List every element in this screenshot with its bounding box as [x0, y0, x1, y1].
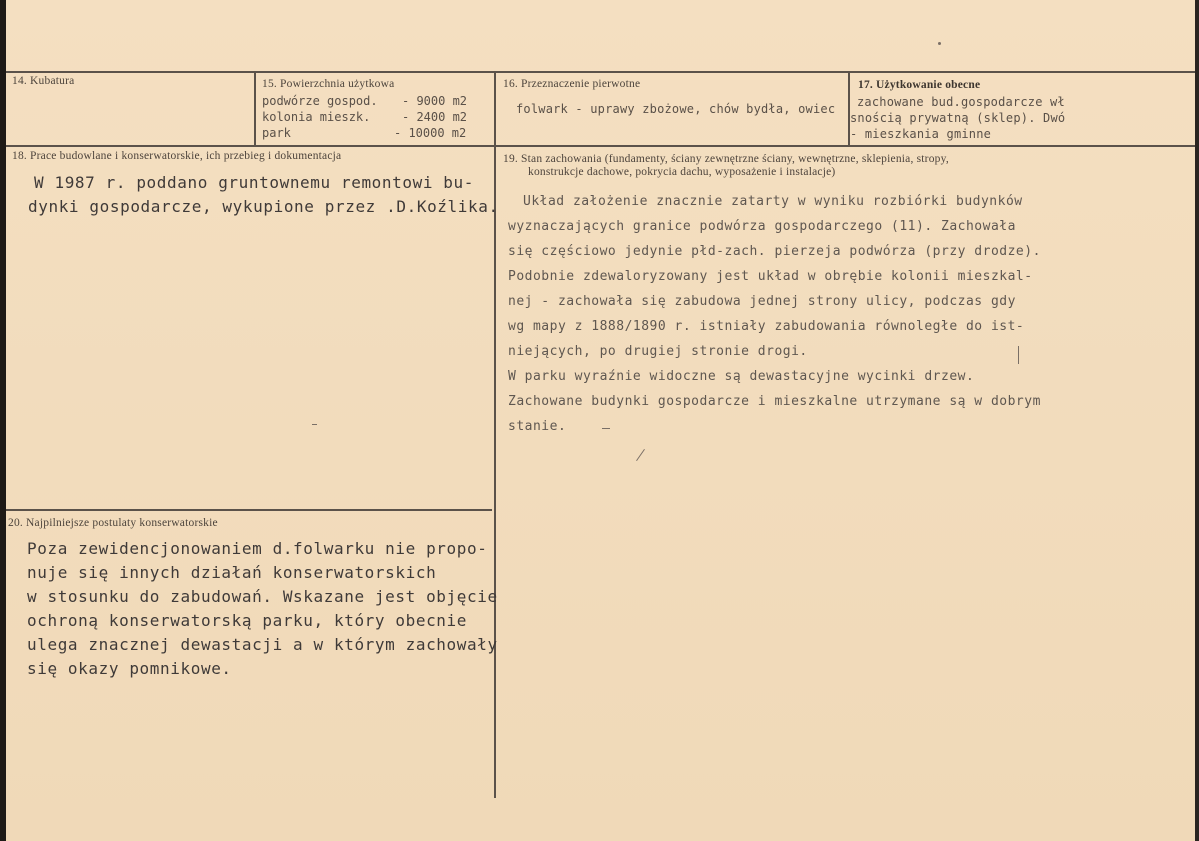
postulates-line: w stosunku do zabudowań. Wskazane jest objęcie [27, 587, 498, 606]
condition-line: Podobnie zdewaloryzowany jest układ w obrębie kolonii mieszkal- [508, 269, 1033, 284]
current-use-line: snością prywatną (sklep). Dwó [850, 111, 1066, 125]
original-purpose-label: 16. Przeznaczenie pierwotne [503, 78, 641, 90]
condition-line: Układ założenie znacznie zatarty w wyniku rozbiórki budynków [523, 194, 1023, 209]
mid-rule [6, 145, 1195, 147]
scan-edge-right [1195, 0, 1199, 841]
area-row-value: - 9000 m2 [402, 94, 468, 108]
condition-label [503, 153, 949, 179]
area-row-name: kolonia mieszk. [262, 110, 371, 124]
current-use-label: 17. Użytkowanie obecne [858, 79, 981, 91]
condition-line: W parku wyraźnie widoczne są dewastacyjne wycinki drzew. [508, 369, 975, 384]
area-row-name: podwórze gospod. [262, 94, 378, 108]
condition-line: wg mapy z 1888/1890 r. istniały zabudowania równoległe do ist- [508, 319, 1025, 334]
pencil-tick [1018, 346, 1019, 364]
original-purpose-text: folwark - uprawy zbożowe, chów bydła, owiec [516, 102, 836, 116]
postulates-line: Poza zewidencjonowaniem d.folwarku nie propo- [27, 539, 488, 558]
postulates-line: ochroną konserwatorską parku, który obecnie [27, 611, 468, 630]
area-row-name: park [262, 126, 291, 140]
condition-label-line: konstrukcje dachowe, pokrycia dachu, wyposażenie i instalacje) [528, 166, 836, 178]
condition-line: niejących, po drugiej stronie drogi. [508, 344, 808, 359]
area-label: 15. Powierzchnia użytkowa [262, 78, 395, 90]
pencil-tick [636, 449, 645, 461]
pencil-tick [602, 428, 610, 429]
postulates-line: nuje się innych działań konserwatorskich [27, 563, 437, 582]
postulates-label: 20. Najpilniejsze postulaty konserwatorskie [8, 517, 218, 529]
area-row-value: - 2400 m2 [402, 110, 468, 124]
kubatura-label: 14. Kubatura [12, 75, 75, 87]
works-label: 18. Prace budowlane i konserwatorskie, ich przebieg i dokumentacja [12, 150, 342, 162]
section-20-rule [6, 509, 492, 511]
top-rule [6, 71, 1195, 73]
postulates-line: ulega znacznej dewastacji a w którym zachowały [27, 635, 498, 654]
condition-text [508, 189, 1041, 439]
condition-line: się częściowo jedynie płd-zach. pierzeja podwórza (przy drodze). [508, 244, 1041, 259]
col-divider-1 [254, 71, 256, 146]
current-use-line: zachowane bud.gospodarcze wł [857, 95, 1065, 109]
scan-edge-left [0, 0, 6, 841]
pencil-tick [312, 424, 317, 425]
works-line: W 1987 r. poddano gruntownemu remontowi bu- [34, 173, 475, 192]
condition-line: wyznaczających granice podwórza gospodarczego (11). Zachowała [508, 219, 1016, 234]
paper-speck [938, 42, 941, 45]
postulates-line: się okazy pomnikowe. [27, 659, 232, 678]
postulates-text [27, 537, 498, 681]
condition-line: stanie. [508, 419, 567, 434]
works-text [28, 171, 499, 219]
current-use-text [850, 94, 1065, 142]
condition-line: Zachowane budynki gospodarcze i mieszkalne utrzymane są w dobrym [508, 394, 1041, 409]
area-row-value: - 10000 m2 [394, 126, 467, 140]
condition-line: nej - zachowała się zabudowa jednej strony ulicy, podczas gdy [508, 294, 1016, 309]
current-use-line: - mieszkania gminne [850, 127, 992, 141]
condition-label-line: 19. Stan zachowania (fundamenty, ściany zewnętrzne ściany, wewnętrzne, sklepienia, stropy, [503, 153, 949, 165]
works-line: dynki gospodarcze, wykupione przez .D.Koźlika. [28, 197, 499, 216]
